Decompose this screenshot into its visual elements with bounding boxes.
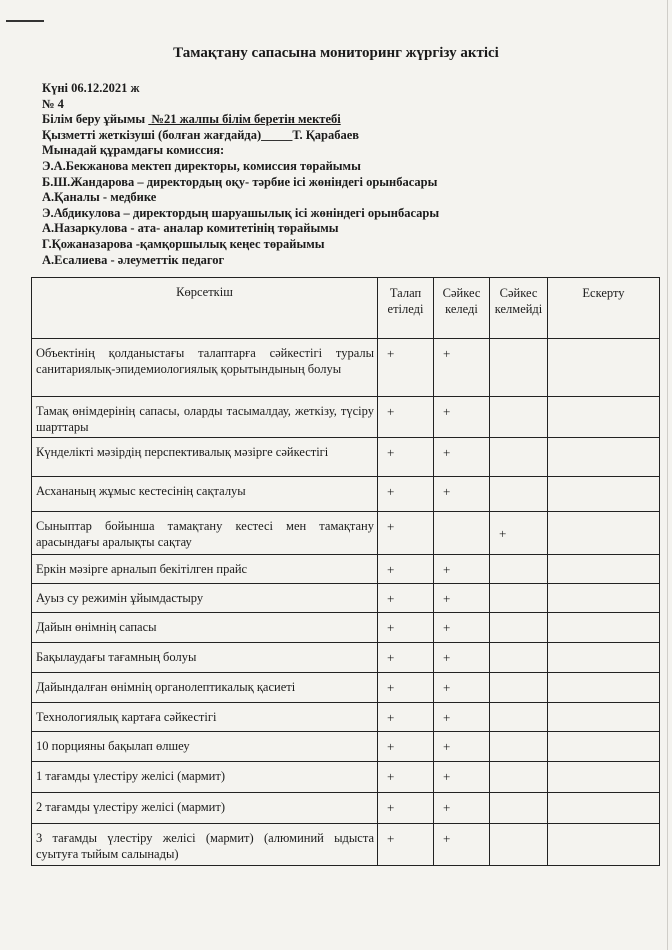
table-row	[32, 512, 660, 555]
noncompliant-cell	[490, 438, 548, 477]
required-cell: +	[378, 584, 434, 613]
table-header-row	[32, 278, 660, 339]
commission-label: Мынадай құрамдағы комиссия:	[42, 143, 225, 158]
indicator-cell: Ауыз су режимін ұйымдастыру	[32, 584, 378, 613]
monitoring-table	[31, 277, 660, 866]
note-cell	[548, 584, 660, 613]
indicator-cell: 1 тағамды үлестіру желісі (мармит)	[32, 762, 378, 793]
noncompliant-cell	[490, 477, 548, 512]
compliant-cell: +	[434, 732, 490, 762]
column-header-noncompliant: Сәйкес келмейді	[490, 278, 548, 339]
noncompliant-cell	[490, 732, 548, 762]
column-header-note: Ескерту	[548, 278, 660, 339]
indicator-cell: Бақылаудағы тағамның болуы	[32, 643, 378, 673]
required-cell: +	[378, 732, 434, 762]
required-cell: +	[378, 762, 434, 793]
table-row	[32, 339, 660, 397]
compliant-cell: +	[434, 762, 490, 793]
table-row	[32, 643, 660, 673]
table-row	[32, 793, 660, 824]
act-header	[42, 81, 439, 268]
required-cell: +	[378, 824, 434, 866]
table-row	[32, 703, 660, 732]
noncompliant-cell	[490, 397, 548, 438]
noncompliant-cell	[490, 339, 548, 397]
compliant-cell	[434, 512, 490, 555]
note-cell	[548, 643, 660, 673]
noncompliant-cell: +	[490, 512, 548, 555]
compliant-cell: +	[434, 584, 490, 613]
noncompliant-cell	[490, 762, 548, 793]
indicator-cell: 10 порцияны бақылап өлшеу	[32, 732, 378, 762]
supplier-value: Т. Қарабаев	[292, 127, 360, 142]
required-cell: +	[378, 512, 434, 555]
top-rule	[6, 20, 44, 22]
act-number: № 4	[42, 96, 64, 111]
indicator-cell: Объектінің қолданыстағы талаптарға сәйкестігі туралы санитариялық-эпидемиологиялық қорытындының болуы	[32, 339, 378, 397]
table-row	[32, 732, 660, 762]
compliant-cell: +	[434, 703, 490, 732]
noncompliant-cell	[490, 703, 548, 732]
indicator-cell: 2 тағамды үлестіру желісі (мармит)	[32, 793, 378, 824]
indicator-cell: Тамақ өнімдерінің сапасы, оларды тасымалдау, жеткізу, түсіру шарттары	[32, 397, 378, 438]
organization-line	[42, 112, 439, 128]
compliant-cell: +	[434, 643, 490, 673]
compliant-cell: +	[434, 397, 490, 438]
act-date: Күні 06.12.2021 ж	[42, 81, 140, 95]
table-row	[32, 762, 660, 793]
required-cell: +	[378, 673, 434, 703]
commission-member: А.Есалиева - әлеуметтік педагог	[42, 252, 225, 267]
indicator-cell: Күнделікті мәзірдің перспективалық мәзірге сәйкестігі	[32, 438, 378, 477]
note-cell	[548, 339, 660, 397]
compliant-cell: +	[434, 555, 490, 584]
column-header-required: Талап етіледі	[378, 278, 434, 339]
page-edge	[667, 0, 668, 950]
indicator-cell: Дайын өнімнің сапасы	[32, 613, 378, 643]
indicator-cell: Дайындалған өнімнің органолептикалық қасиеті	[32, 673, 378, 703]
table-row	[32, 673, 660, 703]
table-row	[32, 613, 660, 643]
indicator-cell: Сыныптар бойынша тамақтану кестесі мен тамақтану арасындағы аралықты сақтау	[32, 512, 378, 555]
note-cell	[548, 793, 660, 824]
compliant-cell: +	[434, 339, 490, 397]
table-row	[32, 555, 660, 584]
document-title: Тамақтану сапасына мониторинг жүргізу актісі	[173, 45, 499, 61]
note-cell	[548, 703, 660, 732]
table-row	[32, 397, 660, 438]
note-cell	[548, 613, 660, 643]
organization-label: Білім беру ұйымы	[42, 112, 146, 127]
supplier-line	[42, 128, 439, 144]
compliant-cell: +	[434, 793, 490, 824]
compliant-cell: +	[434, 613, 490, 643]
note-cell	[548, 397, 660, 438]
commission-member: А.Назаркулова - ата- аналар комитетінің төрайымы	[42, 221, 339, 236]
note-cell	[548, 824, 660, 866]
note-cell	[548, 673, 660, 703]
required-cell: +	[378, 703, 434, 732]
noncompliant-cell	[490, 584, 548, 613]
note-cell	[548, 512, 660, 555]
column-header-indicator: Көрсеткіш	[32, 278, 378, 339]
indicator-cell: Еркін мәзірге арналып бекітілген прайс	[32, 555, 378, 584]
organization-value: №21 жалпы білім беретін мектебі	[151, 112, 341, 127]
note-cell	[548, 555, 660, 584]
required-cell: +	[378, 793, 434, 824]
required-cell: +	[378, 339, 434, 397]
noncompliant-cell	[490, 613, 548, 643]
table-row	[32, 824, 660, 866]
commission-member: А.Қаналы - медбике	[42, 190, 157, 205]
table-row	[32, 477, 660, 512]
noncompliant-cell	[490, 673, 548, 703]
note-cell	[548, 732, 660, 762]
required-cell: +	[378, 613, 434, 643]
commission-member: Э.Абдикулова – директордың шаруашылық ісі жөніндегі орынбасары	[42, 205, 440, 220]
compliant-cell: +	[434, 477, 490, 512]
note-cell	[548, 762, 660, 793]
required-cell: +	[378, 643, 434, 673]
supplier-label: Қызметті жеткізуші (болған жағдайда)_____	[42, 127, 293, 142]
column-header-compliant: Сәйкес келеді	[434, 278, 490, 339]
note-cell	[548, 438, 660, 477]
indicator-cell: 3 тағамды үлестіру желісі (мармит) (алюминий ыдыста суытуға тыйым салынады)	[32, 824, 378, 866]
compliant-cell: +	[434, 824, 490, 866]
compliant-cell: +	[434, 673, 490, 703]
noncompliant-cell	[490, 824, 548, 866]
commission-member: Э.А.Бекжанова мектеп директоры, комиссия төрайымы	[42, 158, 361, 173]
indicator-cell: Технологиялық картаға сәйкестігі	[32, 703, 378, 732]
noncompliant-cell	[490, 643, 548, 673]
table-row	[32, 584, 660, 613]
required-cell: +	[378, 397, 434, 438]
commission-member: Б.Ш.Жандарова – директордың оқу- тәрбие ісі жөніндегі орынбасары	[42, 174, 438, 189]
noncompliant-cell	[490, 793, 548, 824]
note-cell	[548, 477, 660, 512]
compliant-cell: +	[434, 438, 490, 477]
table-row	[32, 438, 660, 477]
noncompliant-cell	[490, 555, 548, 584]
required-cell: +	[378, 438, 434, 477]
required-cell: +	[378, 555, 434, 584]
indicator-cell: Асхананың жұмыс кестесінің сақталуы	[32, 477, 378, 512]
required-cell: +	[378, 477, 434, 512]
commission-member: Г.Қожаназарова -қамқоршылық кеңес төрайымы	[42, 236, 325, 251]
